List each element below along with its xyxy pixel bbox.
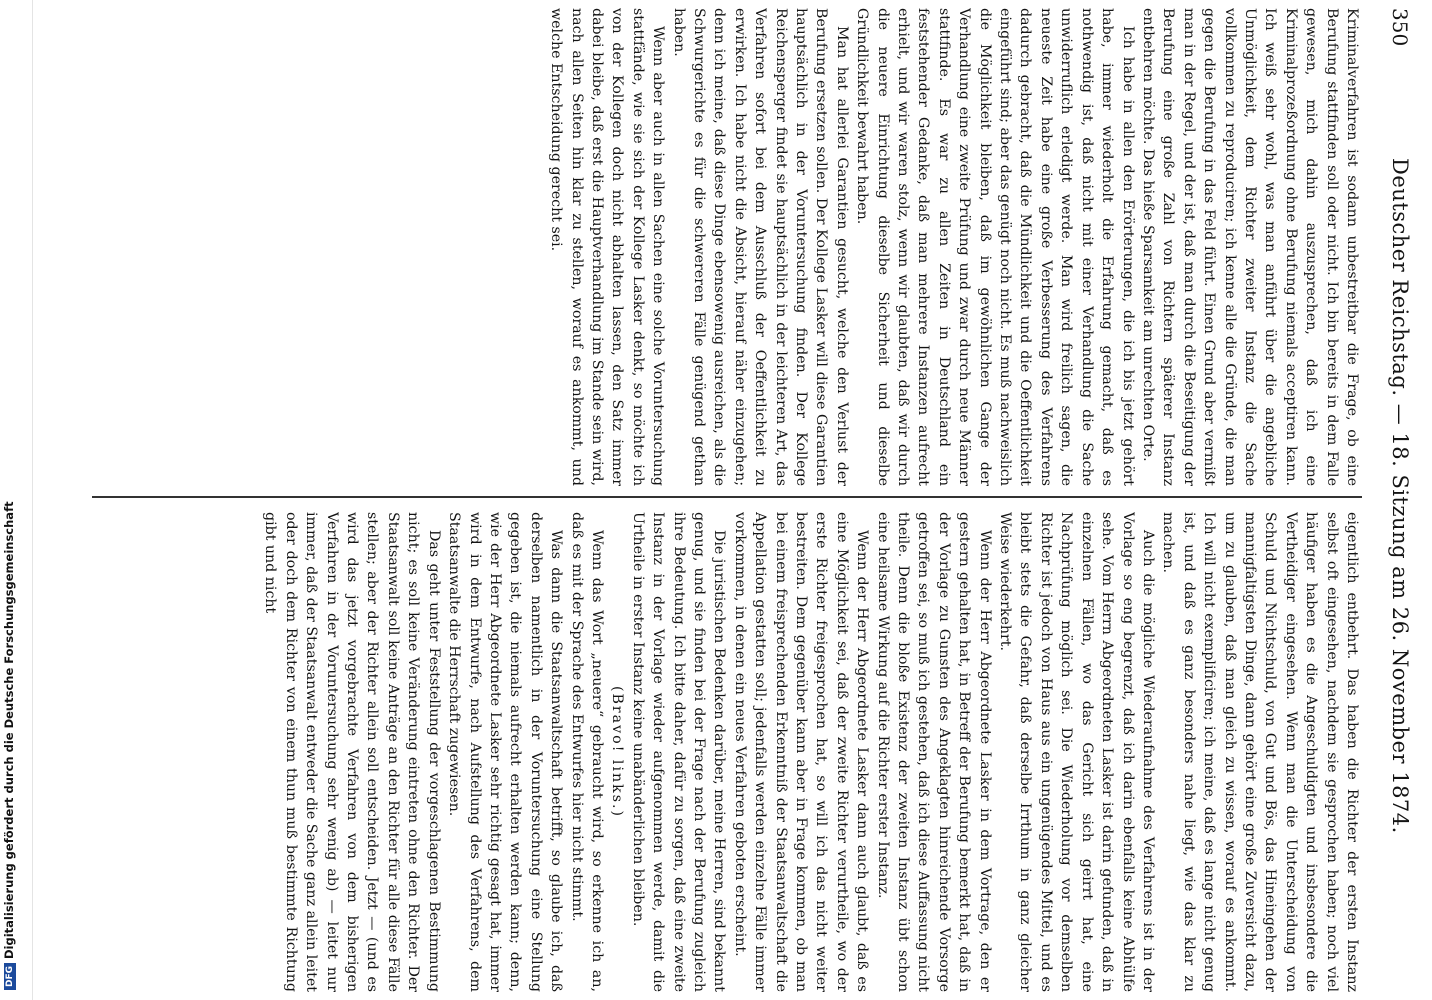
digitization-note: Digitalisierung gefördert durch die Deutsche Forschungsgemeinschaft <box>2 501 16 959</box>
page-header <box>1372 8 1412 992</box>
applause-note: (Bravo! links.) <box>609 685 626 819</box>
right-paragraph: Die juristischen Bedenken darüber, meine Herren, sind bekannt genug, und sie finden bei der Frage nach der Berufung zugleich ihre Bedeutung. Ich bitte daher, dafür zu sorgen, daß eine zweite Instanz in der Vorlage wieder aufgenommen werde, damit die Urtheile in erster Instanz keine unabänderlichen bleiben. <box>629 512 728 992</box>
right-paragraph: Das geht unter Feststellung der vorgeschlagenen Bestimmung nicht; es soll keine Veränderung eintreten ohne den Richter. Der Staatsanwalt soll keine Anträge an den Richter für alle diese Fälle stellen; aber der Richter allein soll entscheiden. Jetzt — (und es wird das jetzt vorgebrachte Verfahren von dem bisherigen Verfahren in der Voruntersuchung sehr wenig ab) — leitet nur immer, daß der Staatsanwalt entweder die Sache ganz allein leitet oder doch dem Richter von einem thun muß bestimmte Richtung gibt und nicht <box>262 512 442 992</box>
dfg-logo-icon: DFG <box>4 963 16 990</box>
digitization-sidebar <box>0 0 33 1000</box>
right-paragraph: Was dann die Staatsanwaltschaft betrifft, so glaube ich, daß derselben namentlich in der Voruntersuchung eine Stellung gegeben ist, die niemals aufrecht erhalten werden kann; denn, wie der Herr Abgeordnete Lasker sehr richtig gesagt hat, immer wird in dem Entwurfe, nach Aufstellung des Verfahrens, dem Staatsanwalte die Herrschaft zugewiesen. <box>446 512 565 992</box>
right-paragraph: Auch die mögliche Wiederaufnahme des Verfahrens ist in der Vorlage so eng begrenzt, daß ich darin ebenfalls keine Abhülfe sehe. Vom Herrn Abgeordneten Lasker ist darin gefunden, daß in einzelnen Fällen, wo das Gericht sich geirrt hat, eine Nachprüfung möglich sei. Die Wiederholung vor demselben Richter ist jedoch von Haus aus ein ungenügendes Mittel, und es bleibt stets die Gefahr, daß derselbe Irrthum in ganz gleicher Weise wiederkehrt. <box>997 512 1156 992</box>
digitization-credit <box>2 501 16 990</box>
left-paragraph: Wenn aber auch in allen Sachen eine solche Voruntersuchung stattfände, wie sie sich der Kollege Lasker denkt, so möchte ich von der Kollegen doch nicht abhalten lassen, den Satz immer dabei bleibe, daß erst die Hauptverhandlung im Stande sein wird, nach allen Seiten hin klar zu stellen, worauf es ankommt, und welche Entscheidung gerecht sei. <box>548 8 667 486</box>
left-paragraph: Kriminalverfahren ist sodann unbestreitbar die Frage, ob eine Berufung stattfinden soll oder nicht. Ich bin bereits in dem Falle gewesen, mich dahin auszusprechen, daß ich eine Kriminalprozeßordnung ohne Berufung niemals acceptiren kann. Ich weiß sehr wohl, was man anführt über die angebliche Unmöglichkeit, dem Richter zweiter Instanz die Sache vollkommen zu reproduciren; ich kenne alle die Gründe, die man gegen die Berufung in das Feld führt. Einen Grund aber vermißt man in der Regel, und der ist, daß man durch die Beseitigung der Berufung eine große Zahl von Richtern späterer Instanz entbehren möchte. Das hieße Sparsamkeit am unrechten Orte. <box>1139 8 1360 486</box>
left-paragraph: Man hat allerlei Garantien gesucht, welche den Verlust der Berufung ersetzen sollen. Der Kollege Lasker will diese Garantien hauptsächlich in der Voruntersuchung finden. Der Kollege Reichensperger findet sie hauptsächlich in der leichteren Art, das Verfahren sofort bei dem Ausschluß der Oeffentlichkeit zu erwirken. Ich habe nicht die Absicht, hierauf näher einzugehen; denn ich meine, daß diese Dinge ebensowenig ausreichen, als die Schwurgerichte es für die schwereren Fälle genügend gethan haben. <box>670 8 850 486</box>
right-paragraph: Wenn der Herr Abgeordnete Lasker in dem Vortrage, den er gestern gehalten hat, in Betreff der Berufung bemerkt hat, daß in der Vorlage zu Gunsten des Angeklagten hinreichende Vorsorge getroffen sei, so muß ich gestehen, daß ich diese Auffassung nicht theile. Denn die bloße Existenz der zweiten Instanz übt schon eine heilsame Wirkung auf die Richter erster Instanz. <box>874 512 993 992</box>
right-paragraph: eigentlich entbehrt. Das haben die Richter der ersten Instanz selbst oft eingesehen, nachdem sie gesprochen haben; noch viel häufiger haben es die Angeschuldigten und insbesondere die Vertheidiger eingesehen. Wenn man die Unterscheidung von Schuld und Nichtschuld, von Gut und Bös, das Hineingehen der mannigfaltigsten Dinge, dann gehört eine große Zuversicht dazu, um zu glauben, daß man gleich zu wissen, worauf es ankommt. Ich will nicht exemplificiren; ich meine, daß es lange nicht genug ist, und daß es ganz besonders nahe liegt, wie das klar zu machen. <box>1160 512 1360 992</box>
running-head: Deutscher Reichstag. — 18. Sitzung am 26. November 1874. <box>1388 158 1412 834</box>
right-column <box>82 512 1362 992</box>
column-divider <box>92 496 1362 498</box>
page-number: 350 <box>1388 8 1412 47</box>
right-paragraph: Wenn der Herr Abgeordnete Lasker dann auch glaubt, daß es eine Möglichkeit sei, daß der zweite Richter verurtheile, wo der erste Richter freigesprochen hat, so will ich das nicht weiter bestreiten. Dem gegenüber kann aber in Frage kommen, ob man bei einem freisprechenden Erkenntniß der Staatsanwaltschaft die Appellation gestatten soll; jedenfalls werden einzelne Fälle immer vorkommen, in denen ein neues Verfahren geboten erscheint. <box>731 512 871 992</box>
rotated-page-content <box>80 0 1420 1000</box>
left-paragraph: Ich habe in allen den Erörterungen, die ich bis jetzt gehört habe, immer wiederholt die Erfahrung gemacht, daß es nothwendig ist, daß nicht mit einer Verhandlung die Sache unwiderruflich erledigt werde. Man wird freilich sagen, die neueste Zeit habe eine große Verbesserung des Verfahrens dadurch gebracht, daß die Mündlichkeit und die Oeffentlichkeit eingeführt sind; aber das genügt noch nicht. Es muß nachweislich die Möglichkeit bleiben, daß im gewöhnlichen Gange der Verhandlung eine zweite Prüfung und zwar durch neue Männer stattfinde. Es war zu allen Zeiten in Deutschland ein feststehender Gedanke, daß man mehrere Instanzen aufrecht erhielt, und wir waren stolz, wenn wir glaubten, daß wir durch die neuere Einrichtung dieselbe Sicherheit und dieselbe Gründlichkeit bewahrt haben. <box>854 8 1136 486</box>
right-paragraph: Wenn das Wort „neuere“ gebraucht wird, so erkenne ich an, daß es mit der Sprache des Entwurfes hier nicht stimmt. <box>568 512 605 992</box>
left-column <box>82 8 1362 486</box>
